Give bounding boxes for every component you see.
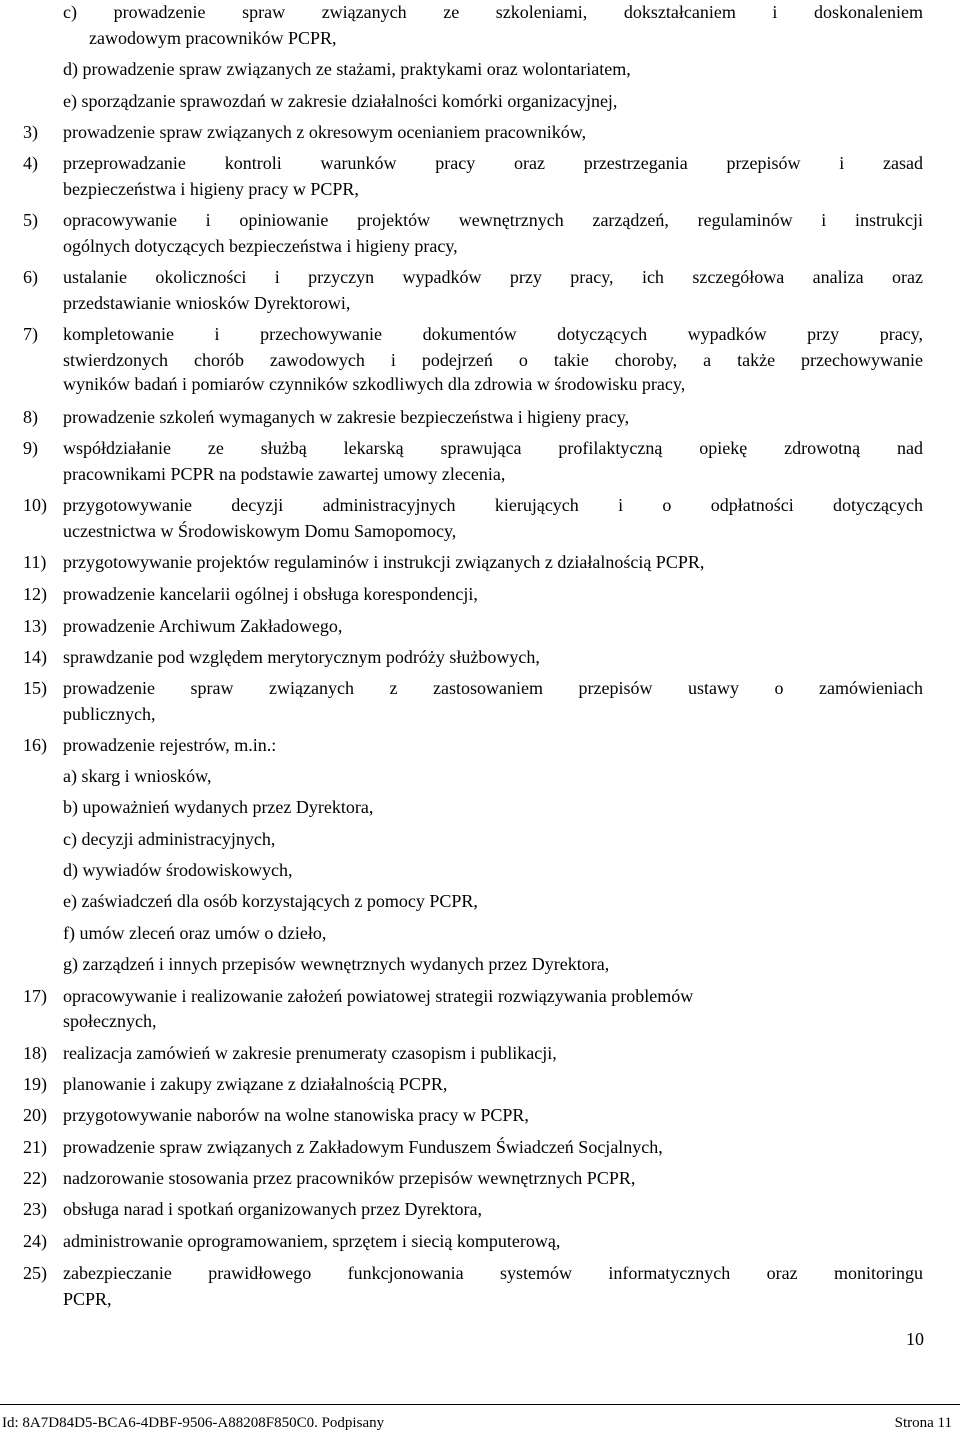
list-item-line: d) prowadzenie spraw związanych ze stażami, praktykami oraz wolontariatem, [63,59,631,79]
list-item-number: 21) [23,1137,47,1157]
list-item-line: obsługa narad i spotkań organizowanych przez Dyrektora, [63,1199,483,1219]
list-item-line: prowadzenie Archiwum Zakładowego, [63,616,343,636]
list-item-number: 17) [23,986,47,1006]
list-item-number: 15) [23,678,47,698]
list-item-line: stwierdzonych chorób zawodowych i podejrzeń o takie choroby, a także przechowywanie [63,350,923,370]
footer-page-label: Strona 11 [894,1415,952,1431]
sub-list-item: b) upoważnień wydanych przez Dyrektora, [63,797,374,817]
list-item-line: prowadzenie spraw związanych z zastosowaniem przepisów ustawy o zamówieniach [63,678,923,698]
list-item-line: prowadzenie spraw związanych z okresowym ocenianiem pracowników, [63,122,587,142]
list-item-number: 18) [23,1043,47,1063]
list-item-line: zawodowym pracowników PCPR, [89,28,337,48]
page-number: 10 [906,1329,924,1349]
list-item-line: opracowywanie i opiniowanie projektów wewnętrznych zarządzeń, regulaminów i instrukcji [63,210,923,230]
list-item-line: bezpieczeństwa i higieny pracy w PCPR, [63,179,359,199]
list-item-line: przygotowywanie naborów na wolne stanowiska pracy w PCPR, [63,1105,529,1125]
list-item-line: pracownikami PCPR na podstawie zawartej umowy zlecenia, [63,464,506,484]
list-item-number: 6) [23,267,38,287]
list-item-line: prowadzenie szkoleń wymaganych w zakresie bezpieczeństwa i higieny pracy, [63,407,630,427]
list-item-line: kompletowanie i przechowywanie dokumentów dotyczących wypadków przy pracy, [63,324,923,344]
list-item-number: 19) [23,1074,47,1094]
sub-list-item: g) zarządzeń i innych przepisów wewnętrznych wydanych przez Dyrektora, [63,954,610,974]
list-item-line: PCPR, [63,1289,112,1309]
list-item-number: 14) [23,647,47,667]
list-item-line: ogólnych dotyczących bezpieczeństwa i higieny pracy, [63,236,458,256]
list-item-line: zabezpieczanie prawidłowego funkcjonowania systemów informatycznych oraz monitoringu [63,1263,923,1283]
list-item-number: 3) [23,122,38,142]
list-item-line: prowadzenie rejestrów, m.in.: [63,735,277,755]
list-item-number: 7) [23,324,38,344]
list-item-line: planowanie i zakupy związane z działalnością PCPR, [63,1074,448,1094]
list-item-number: 23) [23,1199,47,1219]
sub-list-item: f) umów zleceń oraz umów o dzieło, [63,923,327,943]
sub-list-item: d) wywiadów środowiskowych, [63,860,293,880]
list-item-line: c) prowadzenie spraw związanych ze szkoleniami, dokształcaniem i doskonaleniem [63,2,923,22]
sub-list-item: e) zaświadczeń dla osób korzystających z pomocy PCPR, [63,891,478,911]
list-item-number: 20) [23,1105,47,1125]
sub-list-item: a) skarg i wniosków, [63,766,212,786]
list-item-line: administrowanie oprogramowaniem, sprzętem i siecią komputerową, [63,1231,561,1251]
footer-document-id: Id: 8A7D84D5-BCA6-4DBF-9506-A88208F850C0. Podpisany [2,1415,385,1431]
list-item-number: 22) [23,1168,47,1188]
list-item-line: przygotowywanie decyzji administracyjnych kierujących i o odpłatności dotyczących [63,495,923,515]
list-item-number: 24) [23,1231,47,1251]
list-item-number: 11) [23,552,47,572]
list-item-line: e) sporządzanie sprawozdań w zakresie działalności komórki organizacyjnej, [63,91,618,111]
list-item-number: 12) [23,584,47,604]
list-item-line: wyników badań i pomiarów czynników szkodliwych dla zdrowia w środowisku pracy, [63,374,686,394]
list-item-line: współdziałanie ze służbą lekarską sprawująca profilaktyczną opiekę zdrowotną nad [63,438,923,458]
list-item-line: nadzorowanie stosowania przez pracowników przepisów wewnętrznych PCPR, [63,1168,636,1188]
list-item-line: społecznych, [63,1011,157,1031]
list-item-number: 13) [23,616,47,636]
sub-list-item: c) decyzji administracyjnych, [63,829,276,849]
list-item-number: 10) [23,495,47,515]
list-item-number: 4) [23,153,38,173]
list-item-line: opracowywanie i realizowanie założeń powiatowej strategii rozwiązywania problemów [63,986,694,1006]
list-item-line: prowadzenie spraw związanych z Zakładowym Funduszem Świadczeń Socjalnych, [63,1137,663,1157]
list-item-line: publicznych, [63,704,156,724]
list-item-line: przeprowadzanie kontroli warunków pracy oraz przestrzegania przepisów i zasad [63,153,923,173]
list-item-number: 25) [23,1263,47,1283]
list-item-number: 5) [23,210,38,230]
list-item-line: przedstawianie wniosków Dyrektorowi, [63,293,351,313]
list-item-number: 8) [23,407,38,427]
list-item-line: przygotowywanie projektów regulaminów i instrukcji związanych z działalnością PCPR, [63,552,705,572]
list-item-line: sprawdzanie pod względem merytorycznym podróży służbowych, [63,647,540,667]
list-item-line: uczestnictwa w Środowiskowym Domu Samopomocy, [63,521,457,541]
list-item-number: 16) [23,735,47,755]
list-item-number: 9) [23,438,38,458]
list-item-line: prowadzenie kancelarii ogólnej i obsługa korespondencji, [63,584,478,604]
list-item-line: ustalanie okoliczności i przyczyn wypadków przy pracy, ich szczegółowa analiza oraz [63,267,923,287]
footer-divider [0,1404,960,1405]
list-item-line: realizacja zamówień w zakresie prenumeraty czasopism i publikacji, [63,1043,557,1063]
